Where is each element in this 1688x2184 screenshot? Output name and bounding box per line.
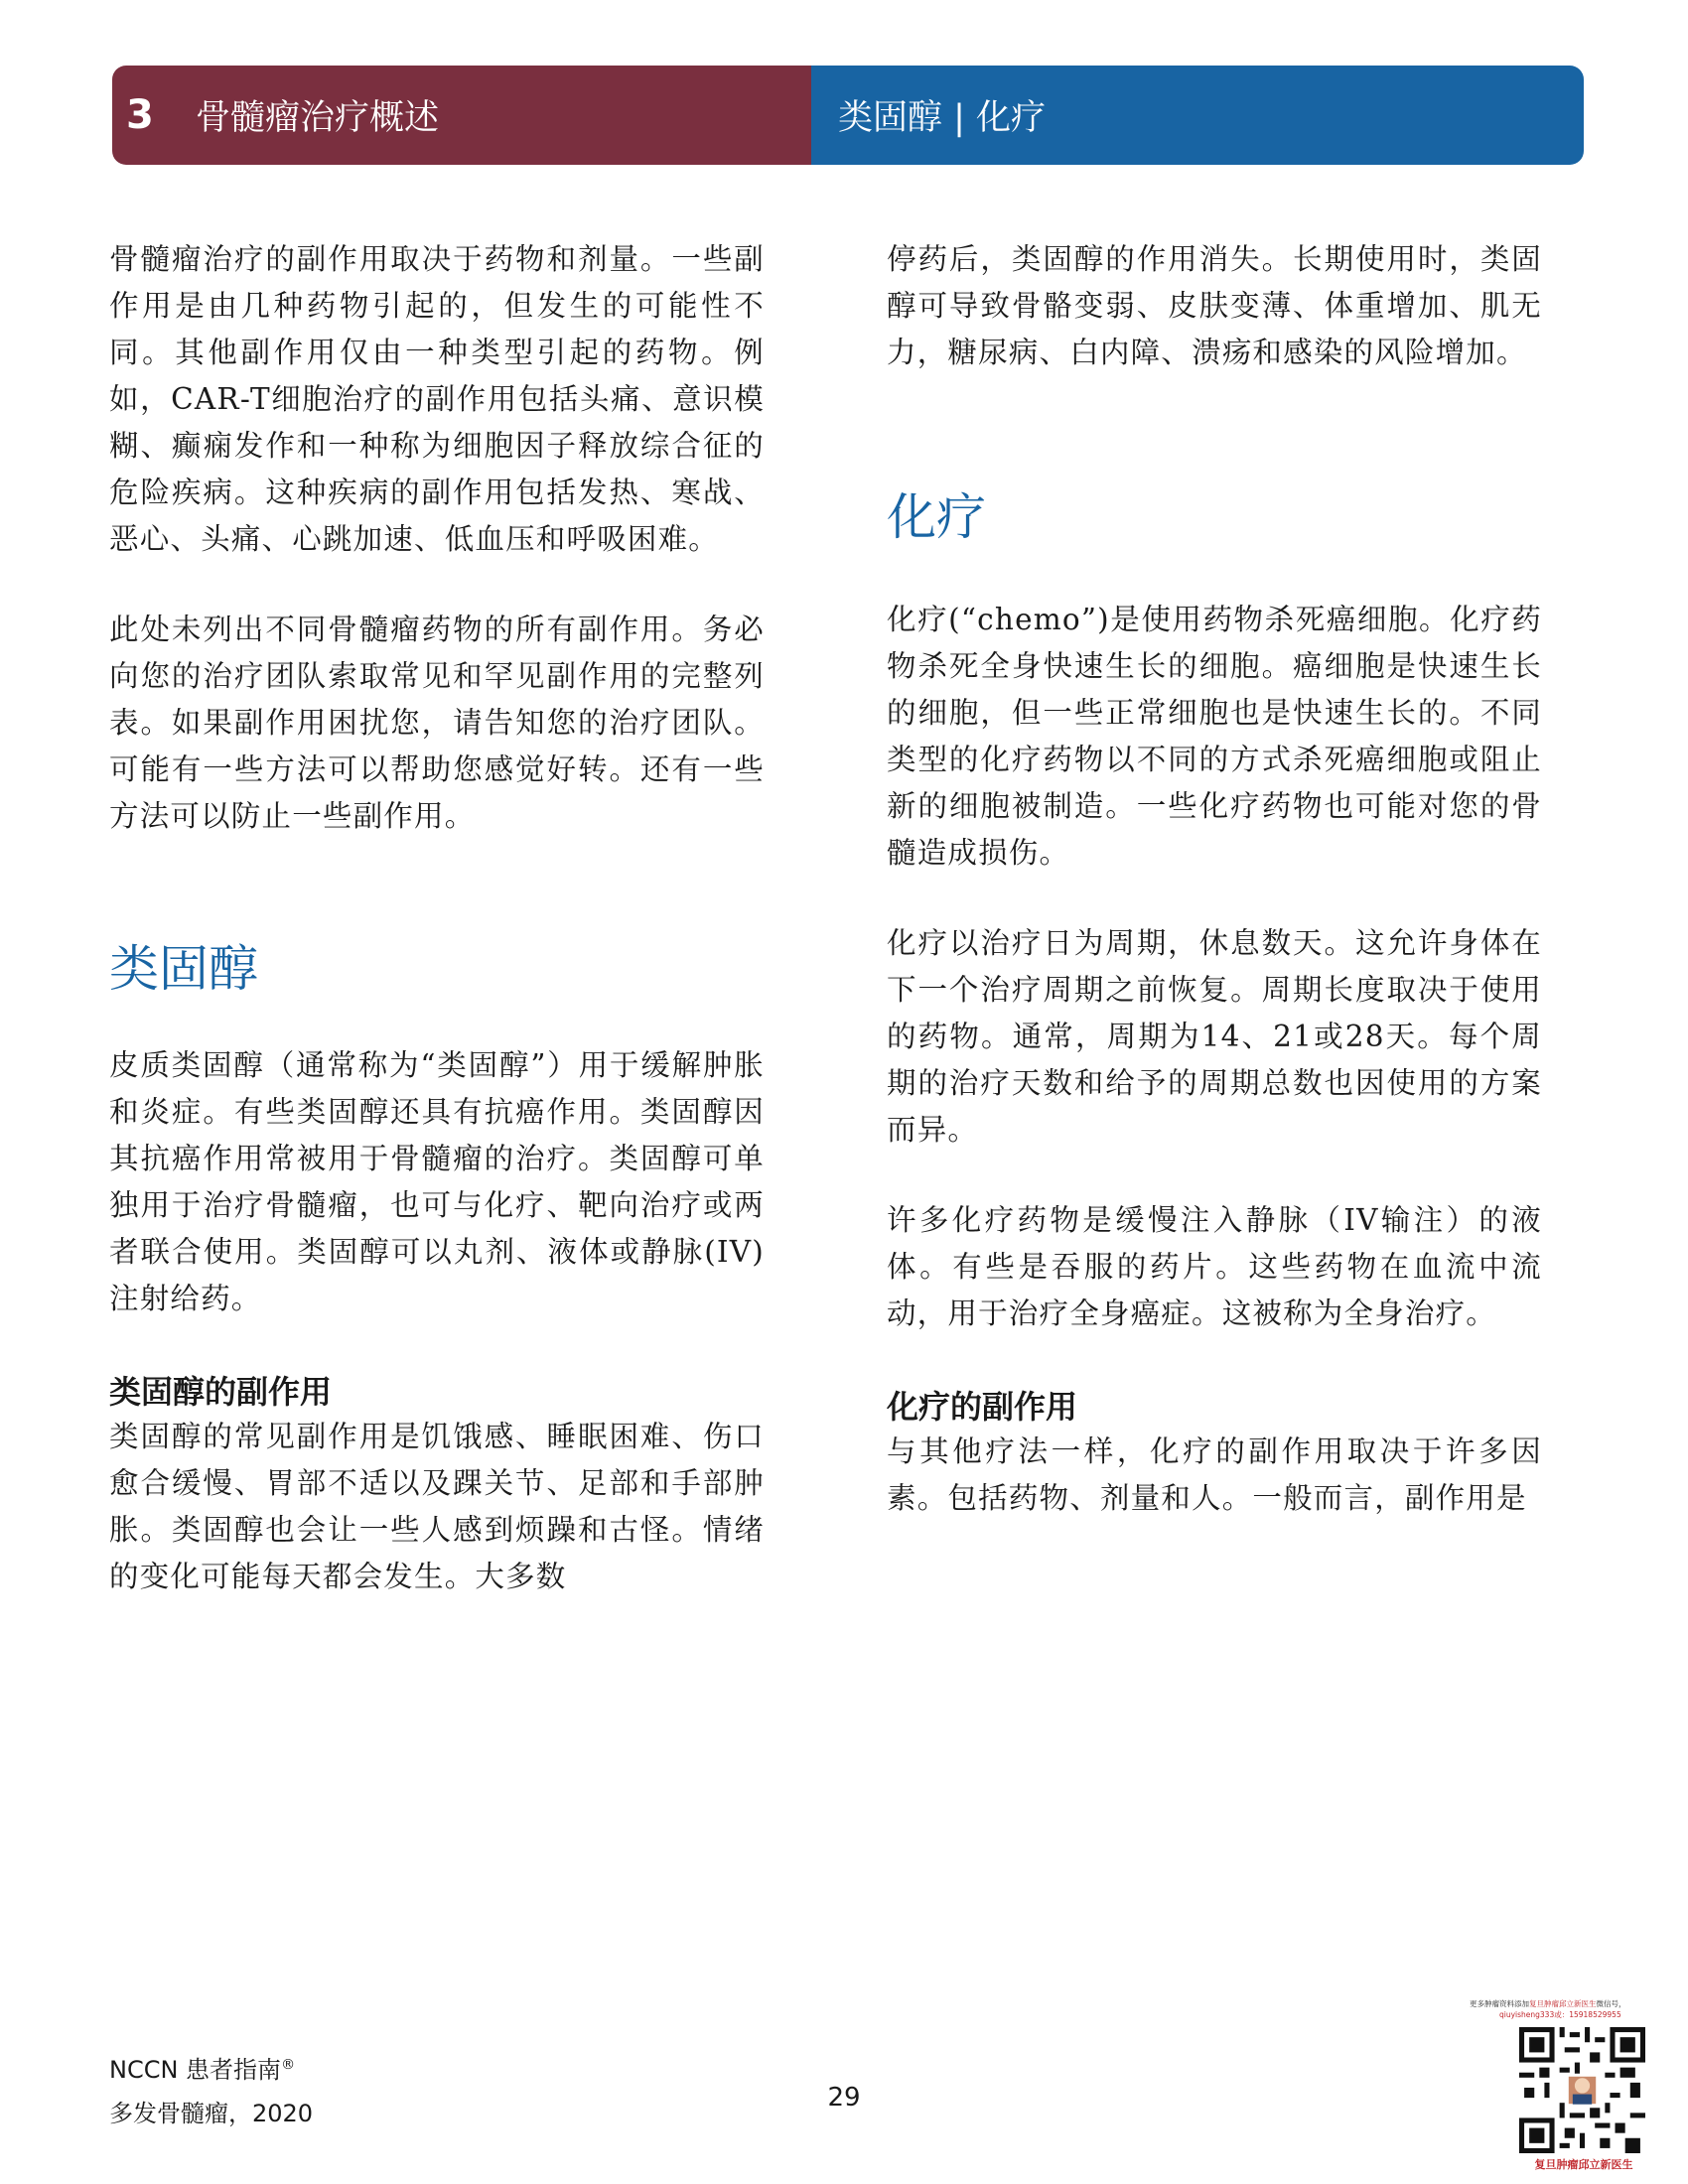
chapter-number: 3 [126,92,154,138]
qr-code-icon [1519,2027,1645,2153]
chemo-side-effects-heading: 化疗的副作用 [887,1388,1078,1426]
publication-title [109,2043,313,2092]
promo-text [1470,1998,1688,2020]
publication-subtitle: 多发骨髓瘤，2020 [109,2100,314,2127]
steroids-paragraph: 皮质类固醇（通常称为“类固醇”）用于缓解肿胀和炎症。有些类固醇还具有抗癌作用。类固醇因其抗癌作用常被用于骨髓瘤的治疗。类固醇可单独用于治疗骨髓瘤，也可与化疗、靶向治疗或两者联合使用。类固醇可以丸剂、液体或静脉(IV)注射给药。 [109,1048,765,1315]
chemo-paragraph-1: 化疗(“chemo”)是使用药物杀死癌细胞。化疗药物杀死全身快速生长的细胞。癌细胞是快速生长的细胞，但一些正常细胞也是快速生长的。不同类型的化疗药物以不同的方式杀死癌细胞或阻止新的细胞被制造。一些化疗药物也可能对您的骨髓造成损伤。 [887,603,1542,870]
chapter-tab [112,66,811,165]
intro-paragraph-2: 此处未列出不同骨髓瘤药物的所有副作用。务必向您的治疗团队索取常见和罕见副作用的完整列表。如果副作用困扰您，请告知您的治疗团队。可能有一些方法可以帮助您感觉好转。还有一些方法可以防止一些副作用。 [109,613,765,833]
steroids-heading: 类固醇 [109,940,258,998]
chapter-title: 骨髓瘤治疗概述 [196,98,440,138]
steroid-continued-paragraph: 停药后，类固醇的作用消失。长期使用时，类固醇可导致骨骼变弱、皮肤变薄、体重增加、肌无力，糖尿病、白内障、溃疡和感染的风险增加。 [887,242,1542,369]
promo-text-b: 微信号， [1596,1999,1626,2008]
right-column [887,236,1542,1522]
promo-contact: qiuyisheng333或：15918529955 [1499,2010,1621,2019]
chapter-header [112,66,1584,165]
section-title: 类固醇 | 化疗 [811,66,1584,165]
publication-name: NCCN 患者指南 [109,2056,282,2084]
chemo-paragraph-3: 许多化疗药物是缓慢注入静脉（IV输注）的液体。有些是吞服的药片。这些药物在血流中流动，用于治疗全身癌症。这被称为全身治疗。 [887,1203,1542,1330]
steroid-side-effects-paragraph: 类固醇的常见副作用是饥饿感、睡眠困难、伤口愈合缓慢、胃部不适以及踝关节、足部和手部肿胀。类固醇也会让一些人感到烦躁和古怪。情绪的变化可能每天都会发生。大多数 [109,1420,765,1593]
chemo-heading: 化疗 [887,488,986,546]
registered-mark: ® [281,2057,296,2073]
promo-text-a: 更多肿瘤资料添加 [1470,1999,1529,2008]
left-column [109,236,765,1600]
chemo-side-effects-paragraph: 与其他疗法一样，化疗的副作用取决于许多因素。包括药物、剂量和人。一般而言，副作用是 [887,1434,1542,1515]
intro-paragraph-1: 骨髓瘤治疗的副作用取决于药物和剂量。一些副作用是由几种药物引起的，但发生的可能性不同。其他副作用仅由一种类型引起的药物。例如，CAR-T细胞治疗的副作用包括头痛、意识模糊、癫痫发作和一种称为细胞因子释放综合征的危险疾病。这种疾病的副作用包括发热、寒战、恶心、头痛、心跳加速、低血压和呼吸困难。 [109,242,765,556]
page-number: 29 [827,2083,861,2113]
publication-footer [109,2043,313,2135]
chemo-paragraph-2: 化疗以治疗日为周期，休息数天。这允许身体在下一个治疗周期之前恢复。周期长度取决于使用的药物。通常，周期为14、21或28天。每个周期的治疗天数和给予的周期总数也因使用的方案而异。 [887,926,1542,1147]
qr-caption: 复旦肿瘤邱立新医生 [1534,2158,1633,2171]
promo-text-red: 复旦肿瘤邱立新医生 [1529,1999,1597,2008]
steroid-side-effects-heading: 类固醇的副作用 [109,1373,333,1411]
